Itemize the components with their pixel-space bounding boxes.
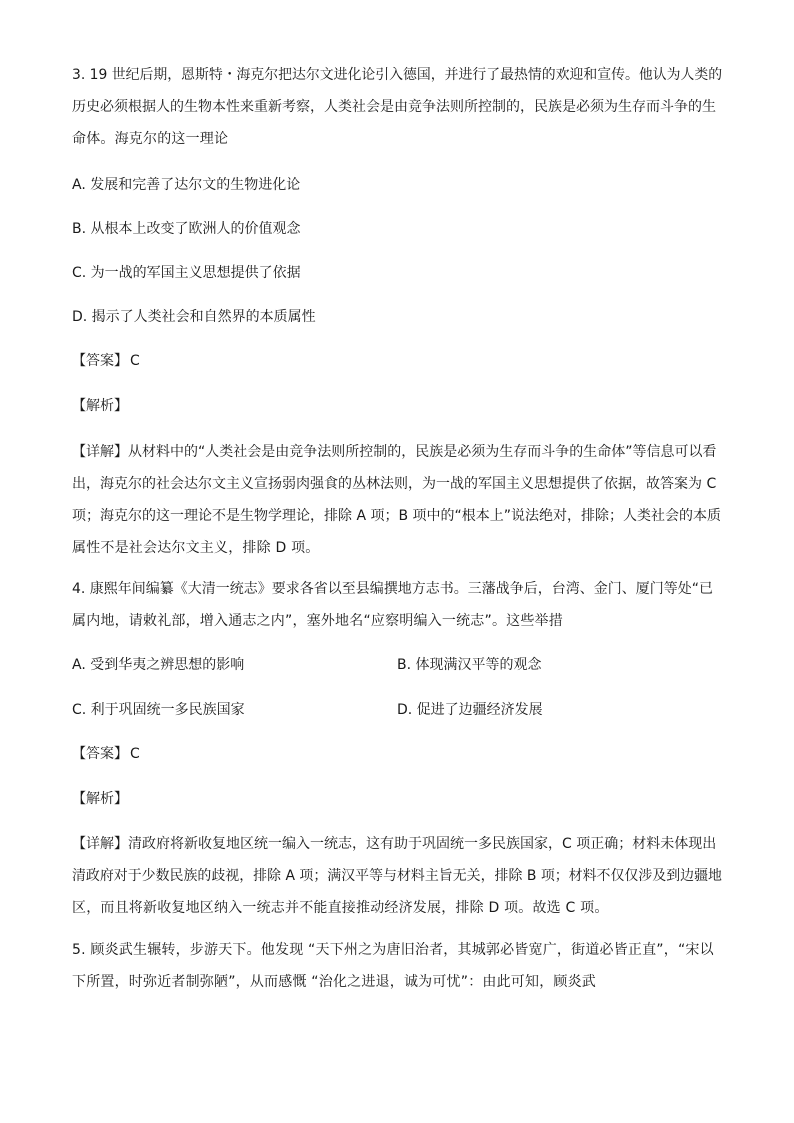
detail-line: 属性不是社会达尔文主义，排除 D 项。 (72, 540, 320, 556)
answer-value: C (130, 746, 140, 762)
question-4-stem (72, 573, 720, 637)
q4-detail (72, 828, 720, 924)
stem-line: 属内地，请敕礼部，增入通志之内”，塞外地名“应察明编入一统志”。这些举措 (72, 613, 563, 629)
detail-line: 【详解】清政府将新收复地区统一编入一统志，这有助于巩固统一多民族国家，C 项正确；材料未体现出 (72, 836, 717, 852)
answer-value: C (130, 353, 140, 369)
stem-line: 命体。海克尔的这一理论 (72, 131, 229, 147)
q4-answer (72, 744, 140, 764)
detail-line: 项；海克尔的这一理论不是生物学理论，排除 A 项；B 项中的“根本上”说法绝对，排除；人类社会的本质 (72, 508, 722, 524)
detail-line: 区，而且将新收复地区纳入一统志并不能直接推动经济发展，排除 D 项。故选 C 项。 (72, 900, 609, 916)
stem-line: 4. 康熙年间编纂《大清一统志》要求各省以至县编撰地方志书。三藩战争后，台湾、金门、厦门等处“已 (72, 581, 714, 597)
q3-detail (72, 436, 720, 564)
q4-analysis-label: 【解析】 (72, 791, 128, 807)
stem-line: 3. 19 世纪后期，恩斯特・海克尔把达尔文进化论引入德国，并进行了最热情的欢迎和宣传。他认为人类的 (72, 67, 723, 83)
q3-analysis-label: 【解析】 (72, 398, 128, 414)
detail-line: 【详解】从材料中的“人类社会是由竞争法则所控制的，民族是必须为生存而斗争的生命体”等信息可以看 (72, 444, 717, 460)
q4-option-a: A. 受到华夷之辨思想的影响 (72, 657, 245, 673)
stem-line: 5. 顾炎武生辗转，步游天下。他发现 “天下州之为唐旧治者，其城郭必皆宽广，街道必皆正直”，“宋以 (72, 942, 714, 958)
question-3-stem (72, 59, 723, 155)
q4-option-c: C. 利于巩固统一多民族国家 (72, 702, 245, 718)
answer-label: 【答案】 (72, 746, 128, 762)
stem-line: 历史必须根据人的生物本性来重新考察，人类社会是由竞争法则所控制的，民族是必须为生存而斗争的生 (72, 99, 716, 115)
q3-option-c: C. 为一战的军国主义思想提供了依据 (72, 265, 301, 281)
q3-option-d: D. 揭示了人类社会和自然界的本质属性 (72, 309, 316, 325)
q4-option-b: B. 体现满汉平等的观念 (397, 657, 542, 673)
q3-option-b: B. 从根本上改变了欧洲人的价值观念 (72, 221, 301, 237)
detail-line: 清政府对于少数民族的歧视，排除 A 项；满汉平等与材料主旨无关，排除 B 项；材料不仅仅涉及到边疆地 (72, 868, 722, 884)
answer-label: 【答案】 (72, 353, 128, 369)
detail-line: 出，海克尔的社会达尔文主义宣扬弱肉强食的丛林法则，为一战的军国主义思想提供了依据，故答案为 C (72, 476, 717, 492)
q3-answer (72, 351, 140, 371)
q4-option-d: D. 促进了边疆经济发展 (397, 702, 543, 718)
stem-line: 下所置，时弥近者制弥陋”，从而感慨 “治化之进退，诚为可忧”：由此可知，顾炎武 (72, 974, 597, 990)
q3-option-a: A. 发展和完善了达尔文的生物进化论 (72, 177, 301, 193)
question-5-stem (72, 934, 720, 998)
